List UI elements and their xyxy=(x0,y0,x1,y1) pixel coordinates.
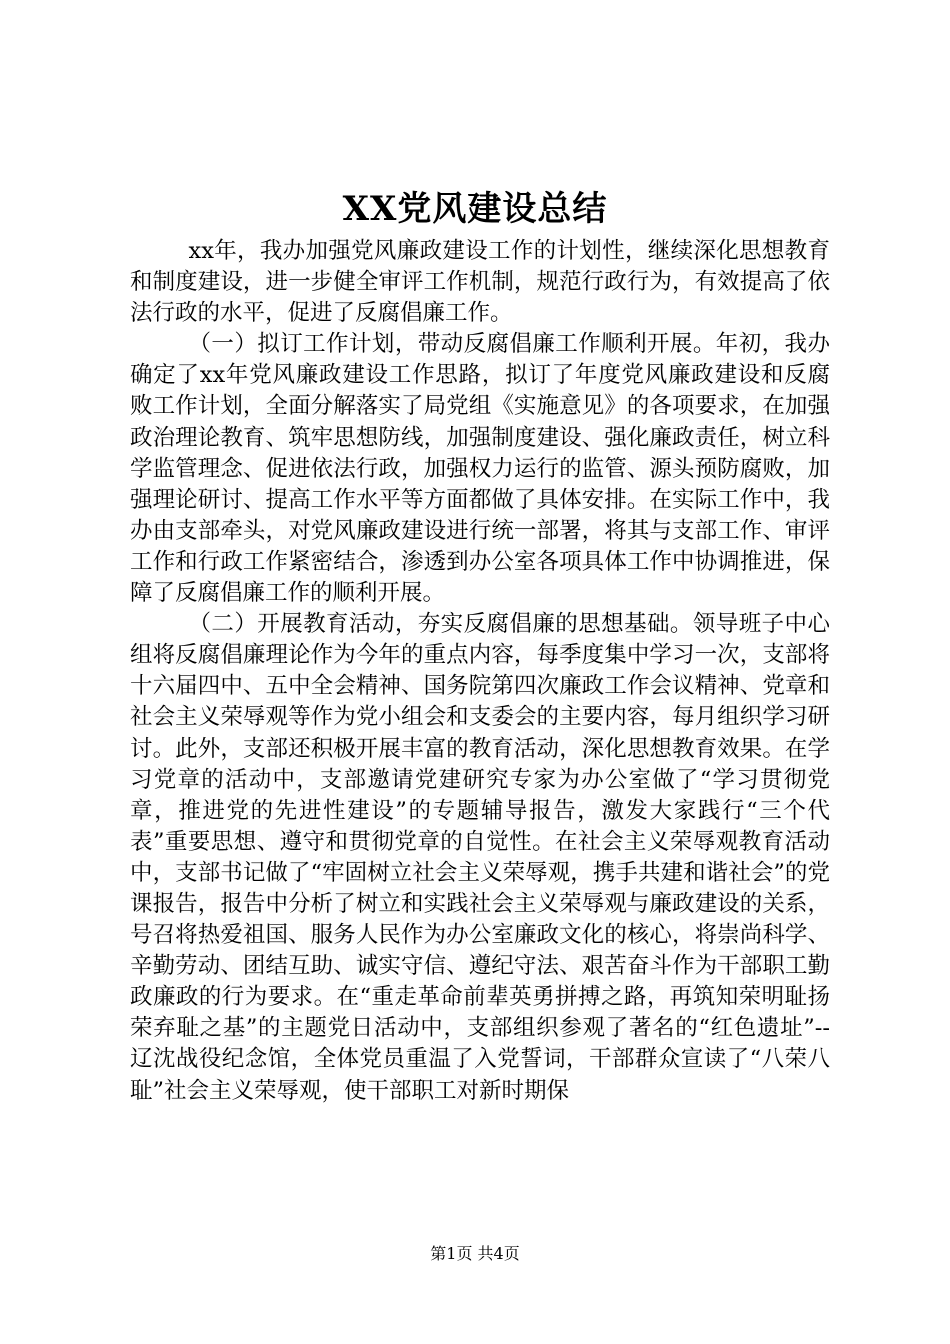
page-footer: 第1页 共4页 xyxy=(430,1244,520,1263)
paragraph-work-plan: （一）拟订工作计划，带动反腐倡廉工作顺利开展。年初，我办确定了xx年党风廉政建设工作思路，拟订了年度党风廉政建设和反腐败工作计划，全面分解落实了局党组《实施意见》的各项要求，在加强政治理论教育、筑牢思想防线，加强制度建设、强化廉政责任，树立科学监管理念、促进依法行政，加强权力运行的监管、源头预防腐败，加强理论研讨、提高工作水平等方面都做了具体安排。在实际工作中，我办由支部牵头，对党风廉政建设进行统一部署，将其与支部工作、审评工作和行政工作紧密结合，渗透到办公室各项具体工作中协调推进，保障了反腐倡廉工作的顺利开展。 xyxy=(130,331,830,607)
paragraph-education-activities: （二）开展教育活动，夯实反腐倡廉的思想基础。领导班子中心组将反腐倡廉理论作为今年的重点内容，每季度集中学习一次，支部将十六届四中、五中全会精神、国务院第四次廉政工作会议精神、党章和社会主义荣辱观等作为党小组会和支委会的主要内容，每月组织学习研讨。此外，支部还积极开展丰富的教育活动，深化思想教育效果。在学习党章的活动中，支部邀请党建研究专家为办公室做了“学习贯彻党章，推进党的先进性建设”的专题辅导报告，激发大家践行“三个代表”重要思想、遵守和贯彻党章的自觉性。在社会主义荣辱观教育活动中，支部书记做了“牢固树立社会主义荣辱观，携手共建和谐社会”的党课报告，报告中分析了树立和实践社会主义荣辱观与廉政建设的关系，号召将热爱祖国、服务人民作为办公室廉政文化的核心，将崇尚科学、辛勤劳动、团结互助、诚实守信、遵纪守法、艰苦奋斗作为干部职工勤政廉政的行为要求。在“重走革命前辈英勇拼搏之路，再筑知荣明耻扬荣弃耻之基”的主题党日活动中，支部组织参观了著名的“红色遗址”--辽沈战役纪念馆，全体党员重温了入党誓词，干部群众宣读了“八荣八耻”社会主义荣辱观，使干部职工对新时期保 xyxy=(130,611,830,1104)
document-title: XX党风建设总结 xyxy=(342,189,608,229)
paragraph-intro: xx年，我办加强党风廉政建设工作的计划性，继续深化思想教育和制度建设，进一步健全审评工作机制，规范行政行为，有效提高了依法行政的水平，促进了反腐倡廉工作。 xyxy=(130,238,830,327)
document-body xyxy=(130,236,830,1107)
